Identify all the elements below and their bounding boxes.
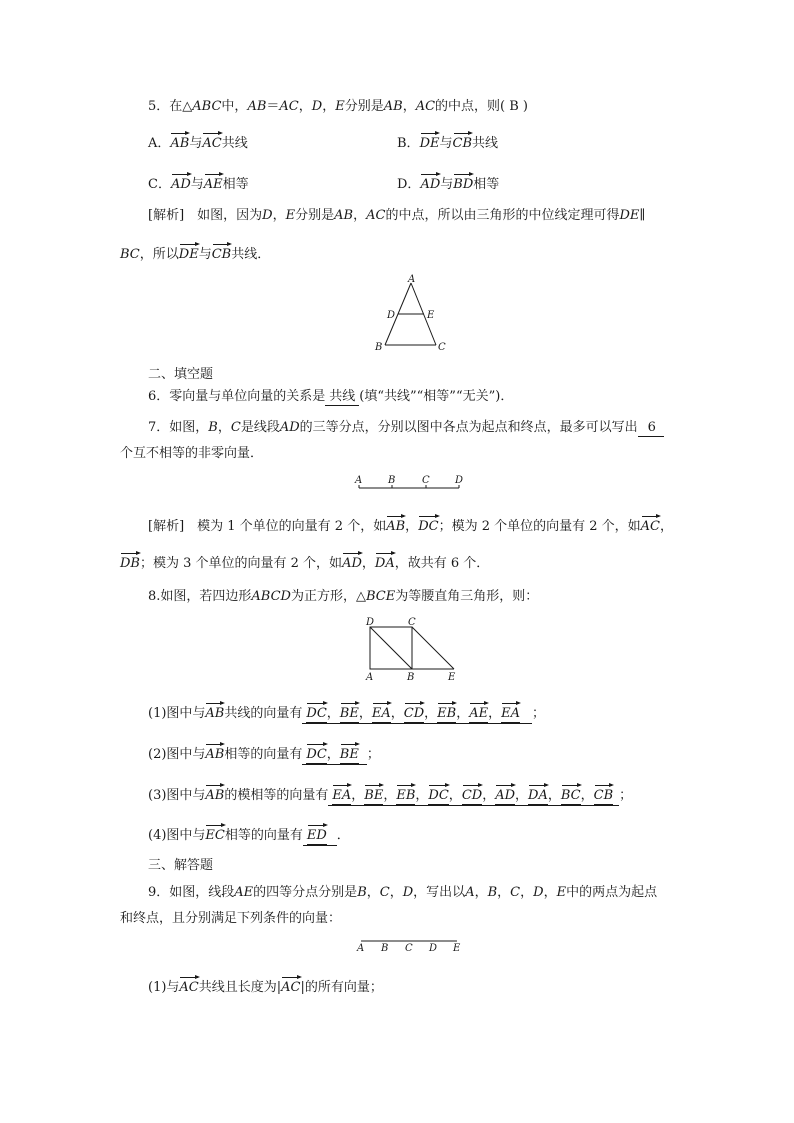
- q6-stem: 6．零向量与单位向量的关系是 共线 (填“共线”“相等”“无关”)．: [148, 389, 514, 404]
- label-e: E: [448, 672, 456, 682]
- label-c: C: [422, 475, 430, 486]
- q9-stem: 9．如图，线段AE的四等分点分别是B，C，D，写出以A，B，C，D，E中的两点为起点: [148, 885, 658, 900]
- label-a: A: [366, 672, 374, 682]
- q5-option-c: C．AD与AE相等: [148, 172, 249, 193]
- q5-solution-line1: [解析] 如图，因为D，E分别是AB，AC的中点，所以由三角形的中位线定理可得DE∥: [148, 208, 646, 223]
- q8-stem: 8.如图，若四边形ABCD为正方形，△BCE为等腰直角三角形，则：: [148, 589, 539, 604]
- q8-part4-answer: ED: [303, 823, 337, 846]
- q8-part3: (3)图中与AB的模相等的向量有 EA，BE，EB，DC，CD，AD，DA，BC，CB ；: [148, 783, 632, 806]
- triangle-figure: [370, 272, 450, 354]
- label-d: D: [429, 943, 438, 954]
- label-d: D: [455, 475, 464, 486]
- q5-option-a: A．AB与AC共线: [148, 131, 248, 152]
- q8-part1-answer: DC，BE，EA，CD，EB，AE，EA: [302, 701, 532, 724]
- q7-solution-line2: DB；模为 3 个单位的向量有 2 个，如AD，DA，故共有 6 个．: [120, 551, 489, 572]
- q7-stem-line2: 个互不相等的非零向量．: [120, 446, 264, 461]
- q8-part1: (1)图中与AB共线的向量有 DC，BE，EA，CD，EB，AE，EA ；: [148, 701, 545, 724]
- section-fill-in: 二、填空题: [148, 367, 214, 382]
- label-b: B: [381, 943, 389, 954]
- q7-solution-line1: [解析] 模为 1 个单位的向量有 2 个，如AB，DC；模为 2 个单位的向量有 2 个，如AC，: [148, 514, 673, 535]
- label-d: D: [387, 310, 396, 321]
- segment-figure-q7: [350, 472, 470, 494]
- q5-option-b: B．DE与CB共线: [397, 131, 498, 152]
- label-b: B: [407, 672, 415, 682]
- q9-stem-line2: 和终点，且分别满足下列条件的向量：: [120, 911, 342, 926]
- label-c: C: [438, 342, 446, 353]
- label-c: C: [408, 617, 416, 628]
- q9-part1: (1)与AC共线且长度为|AC|的所有向量；: [148, 975, 383, 996]
- label-c: C: [405, 943, 413, 954]
- q8-part2-answer: DC，BE: [302, 742, 366, 765]
- label-b: B: [375, 342, 383, 353]
- q8-part4: (4)图中与EC相等的向量有 ED ．: [148, 823, 350, 846]
- label-e: E: [427, 310, 435, 321]
- q8-part3-answer: EA，BE，EB，DC，CD，AD，DA，BC，CB: [328, 783, 619, 806]
- q5-stem: 5．在△ABC中，AB＝AC，D，E分别是AB，AC的中点，则( B ): [148, 99, 529, 114]
- q5-solution-line2: BC，所以DE与CB共线．: [120, 242, 270, 263]
- label-b: B: [388, 475, 396, 486]
- segment-figure-q9: [352, 934, 464, 954]
- q7-stem: 7．如图，B，C是线段AD的三等分点，分别以图中各点为起点和终点，最多可以写出 6: [148, 420, 664, 437]
- label-a: A: [355, 475, 363, 486]
- q8-part2: (2)图中与AB相等的向量有 DC，BE ；: [148, 742, 380, 765]
- q7-answer: 6: [638, 420, 664, 437]
- q6-answer: 共线: [325, 389, 359, 406]
- section-answer: 三、解答题: [148, 858, 214, 873]
- square-triangle-figure: [362, 614, 466, 682]
- label-a: A: [357, 943, 365, 954]
- label-d: D: [366, 617, 375, 628]
- label-a: A: [408, 274, 416, 285]
- label-e: E: [453, 943, 461, 954]
- q5-option-d: D．AD与BD相等: [397, 172, 499, 193]
